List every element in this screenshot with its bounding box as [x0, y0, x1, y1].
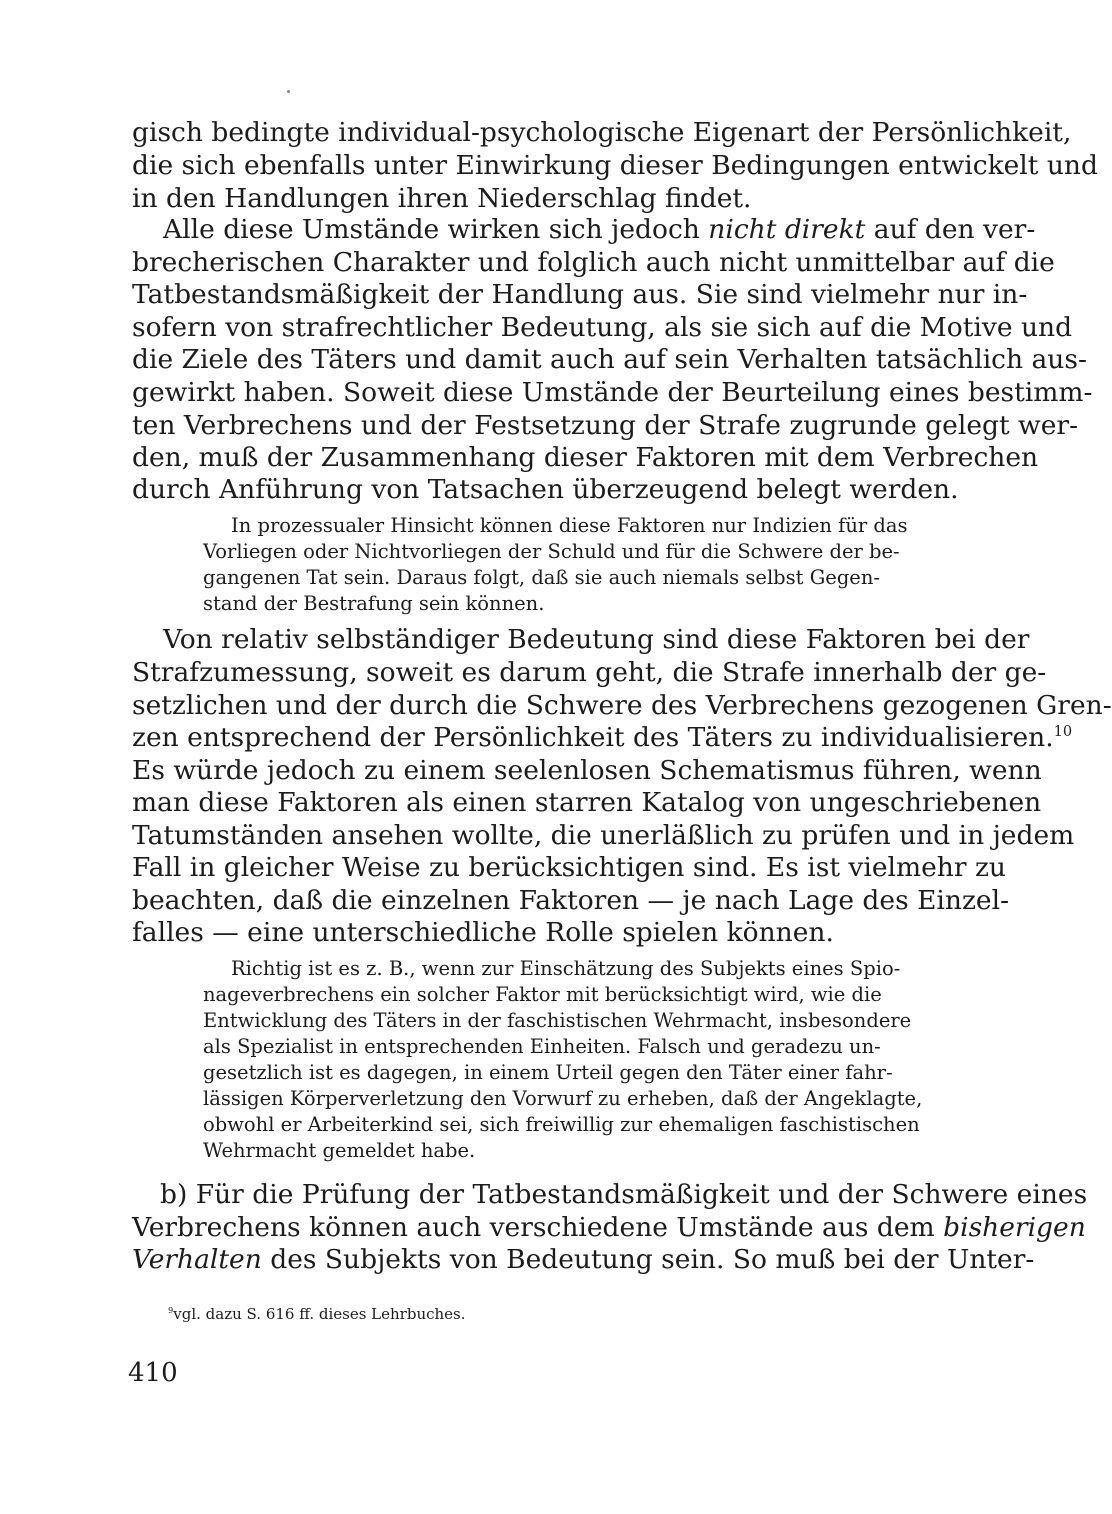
body-line: Es würde jedoch zu einem seelenlosen Schematismus führen, wenn — [132, 755, 1042, 786]
body-line: b) Für die Prüfung der Tatbestandsmäßigkeit und der Schwere eines — [160, 1179, 1088, 1210]
body-line: gewirkt haben. Soweit diese Umstände der Beurteilung eines bestimm- — [132, 377, 1093, 408]
small-print-line: stand der Bestrafung sein können. — [203, 592, 545, 615]
small-print-line: gesetzlich ist es dagegen, in einem Urteil gegen den Täter einer fahr- — [203, 1061, 893, 1084]
footnote — [168, 1305, 466, 1323]
body-line: setzlichen und der durch die Schwere des Verbrechens gezogenen Gren- — [132, 690, 1112, 721]
small-print-line: Entwicklung des Täters in der faschistischen Wehrmacht, insbesondere — [203, 1009, 912, 1032]
body-line: Strafzumessung, soweit es darum geht, die Strafe innerhalb der ge- — [132, 657, 1047, 688]
text-run: auf den ver- — [873, 214, 1036, 245]
body-line: brecherischen Charakter und folglich auch nicht unmittelbar auf die — [132, 247, 1055, 278]
body-line: ten Verbrechens und der Festsetzung der Strafe zugrunde gelegt wer- — [132, 410, 1079, 441]
small-print-line: als Spezialist in entsprechenden Einheiten. Falsch und geradezu un- — [203, 1035, 881, 1058]
small-print-line: Wehrmacht gemeldet habe. — [203, 1139, 476, 1162]
body-line: die sich ebenfalls unter Einwirkung dieser Bedingungen entwickelt und — [132, 150, 1098, 181]
body-line: man diese Faktoren als einen starren Katalog von ungeschriebenen — [132, 787, 1042, 818]
body-line: Tatumständen ansehen wollte, die unerläßlich zu prüfen und in jedem — [132, 820, 1075, 851]
emphasis-text: Verhalten — [132, 1244, 262, 1275]
body-line: gisch bedingte individual-psychologische Eigenart der Persönlichkeit, — [132, 117, 1072, 148]
footnote-marker: 9 — [168, 1305, 174, 1315]
body-line: den, muß der Zusammenhang dieser Faktoren mit dem Verbrechen — [132, 442, 1039, 473]
body-line: beachten, daß die einzelnen Faktoren — je nach Lage des Einzel- — [132, 885, 1010, 916]
small-print-line: Richtig ist es z. B., wenn zur Einschätzung des Subjekts eines Spio- — [231, 957, 901, 980]
body-line — [132, 722, 1072, 753]
text-run: Verbrechens können auch verschiedene Umstände aus dem — [132, 1212, 935, 1243]
small-print-line: obwohl er Arbeiterkind sei, sich freiwillig zur ehemaligen faschistischen — [203, 1113, 920, 1136]
small-print-line: nageverbrechens ein solcher Faktor mit berücksichtigt wird, wie die — [203, 983, 882, 1006]
body-line: falles — eine unterschiedliche Rolle spielen können. — [132, 917, 834, 948]
small-print-line: In prozessualer Hinsicht können diese Faktoren nur Indizien für das — [231, 514, 908, 537]
body-line — [132, 1244, 1034, 1275]
small-print-line: gangenen Tat sein. Daraus folgt, daß sie auch niemals selbst Gegen- — [203, 566, 880, 589]
footnote-ref: 10 — [1053, 723, 1073, 741]
text-run: zen entsprechend der Persönlichkeit des Täters zu individualisieren. — [132, 722, 1054, 753]
small-print-line: Vorliegen oder Nichtvorliegen der Schuld und für die Schwere der be- — [203, 540, 900, 563]
print-speck — [287, 90, 290, 93]
body-line — [163, 214, 1035, 245]
body-line: Tatbestandsmäßigkeit der Handlung aus. Sie sind vielmehr nur in- — [132, 279, 1028, 310]
body-line: in den Handlungen ihren Niederschlag findet. — [132, 183, 752, 214]
text-run: des Subjekts von Bedeutung sein. So muß bei der Unter- — [270, 1244, 1035, 1275]
body-line: sofern von strafrechtlicher Bedeutung, als sie sich auf die Motive und — [132, 312, 1073, 343]
body-line: Fall in gleicher Weise zu berücksichtigen sind. Es ist vielmehr zu — [132, 852, 1006, 883]
body-line: die Ziele des Täters und damit auch auf sein Verhalten tatsächlich aus- — [132, 344, 1087, 375]
emphasis-text: bisherigen — [943, 1212, 1086, 1243]
small-print-line: lässigen Körperverletzung den Vorwurf zu erheben, daß der Angeklagte, — [203, 1087, 923, 1110]
body-line: durch Anführung von Tatsachen überzeugend belegt werden. — [132, 474, 959, 505]
body-line — [132, 1212, 1086, 1243]
text-run: Alle diese Umstände wirken sich jedoch — [163, 214, 700, 245]
footnote-text: vgl. dazu S. 616 ff. dieses Lehrbuches. — [173, 1305, 466, 1323]
body-line: Von relativ selbständiger Bedeutung sind diese Faktoren bei der — [163, 624, 1030, 655]
emphasis-text: nicht direkt — [708, 214, 866, 245]
page-number: 410 — [128, 1358, 178, 1388]
